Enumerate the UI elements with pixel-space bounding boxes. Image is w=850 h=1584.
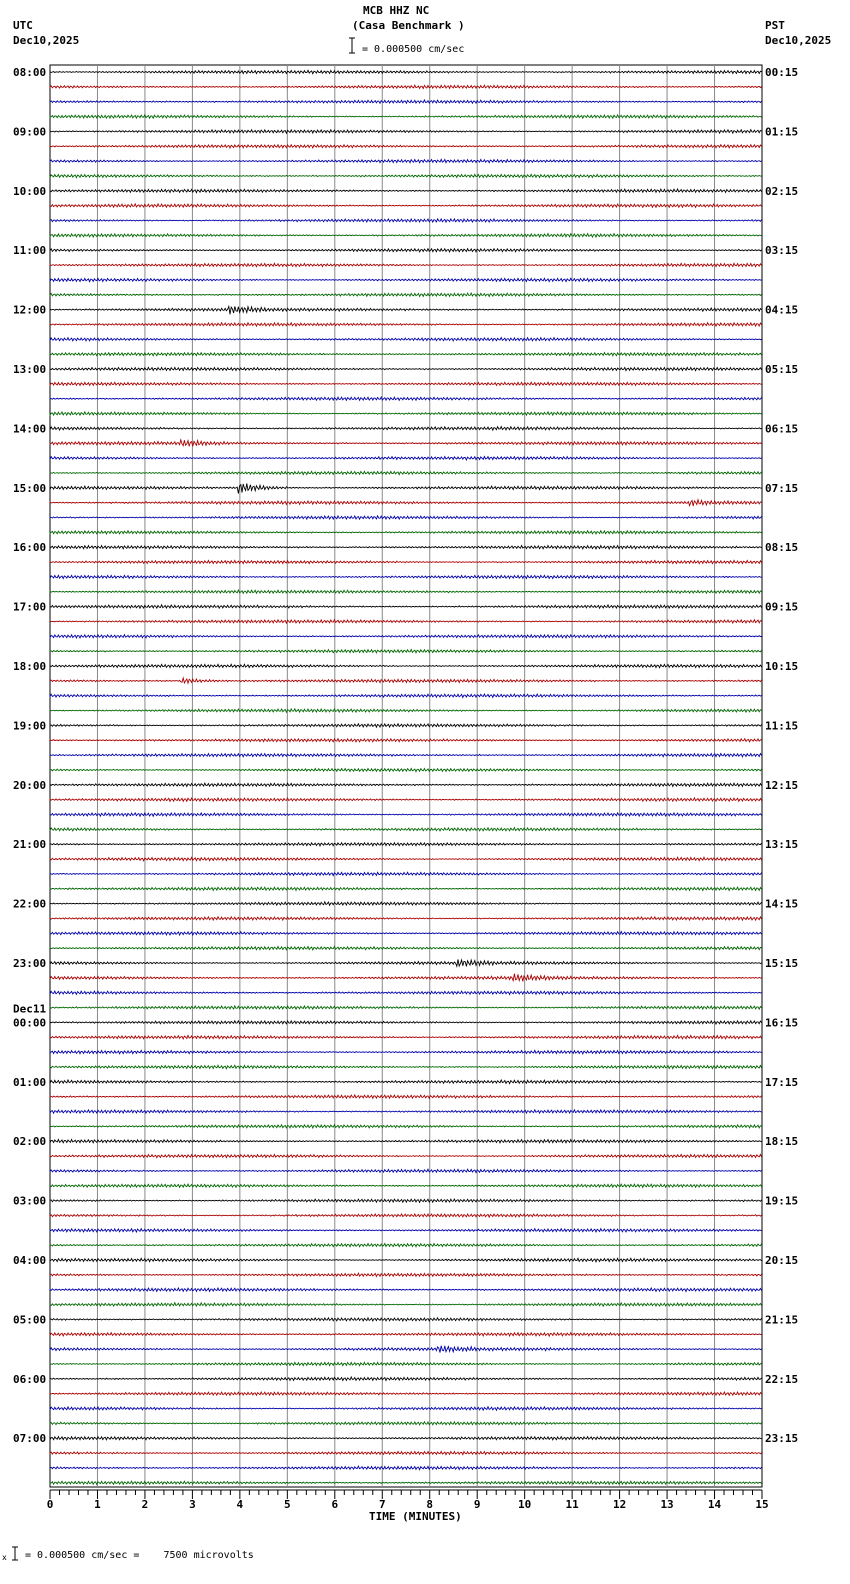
right-date: Dec10,2025 [765, 34, 832, 47]
right-hour-label: 05:15 [765, 363, 799, 376]
trace-row [50, 85, 762, 88]
trace-row [50, 70, 762, 74]
footer-marker: x [2, 1553, 7, 1562]
plot-frame [50, 65, 762, 1487]
trace-row [50, 1065, 762, 1069]
trace-row [50, 1422, 762, 1425]
trace-row [50, 278, 762, 281]
right-hour-label: 09:15 [765, 600, 799, 614]
right-timezone: PST [765, 19, 785, 32]
left-hour-label: 06:00 [13, 1372, 47, 1386]
trace-row [50, 1466, 762, 1470]
right-hour-label: 00:15 [765, 66, 799, 79]
right-hour-label: 23:15 [765, 1432, 799, 1446]
left-date: Dec10,2025 [13, 34, 80, 47]
trace-row [50, 1110, 762, 1113]
trace-row [50, 397, 762, 400]
date-change-label: Dec11 [13, 1002, 47, 1016]
trace-row [50, 471, 762, 474]
x-tick-label: 1 [94, 1498, 101, 1511]
trace-row [50, 1140, 762, 1143]
trace-row [50, 1437, 762, 1440]
trace-row [50, 500, 762, 506]
trace-row [50, 724, 762, 728]
trace-row [50, 323, 762, 327]
trace-row [50, 1214, 762, 1217]
trace-row [50, 1346, 762, 1353]
chart-title: MCB HHZ NC [363, 4, 430, 17]
trace-row [50, 1303, 762, 1307]
right-hour-label: 12:15 [765, 778, 799, 792]
left-hour-label: 22:00 [13, 897, 47, 911]
right-hour-label: 06:15 [765, 422, 799, 436]
right-hour-label: 22:15 [765, 1372, 799, 1386]
x-tick-label: 14 [707, 1498, 722, 1511]
x-tick-label: 15 [755, 1498, 769, 1511]
right-hour-label: 15:15 [765, 957, 799, 970]
left-hour-label: 16:00 [13, 541, 47, 555]
header-scale-text: = 0.000500 cm/sec [362, 44, 465, 55]
plot-grid [50, 65, 762, 1487]
trace-row [50, 828, 762, 831]
left-hour-label: 18:00 [13, 660, 47, 673]
trace-row [50, 1184, 762, 1187]
trace-row [50, 382, 762, 385]
trace-row [50, 857, 762, 861]
trace-row [50, 917, 762, 920]
left-hour-label: 00:00 [13, 1016, 47, 1030]
trace-row [50, 234, 762, 238]
trace-row [50, 947, 762, 950]
trace-row [50, 678, 762, 683]
trace-row [50, 590, 762, 593]
trace-row [50, 1050, 762, 1054]
trace-row [50, 872, 762, 875]
chart-subtitle: (Casa Benchmark ) [352, 19, 465, 32]
trace-row [50, 1154, 762, 1157]
trace-row [50, 189, 762, 193]
left-hour-label: 12:00 [13, 303, 47, 317]
trace-row [50, 100, 762, 103]
left-hour-label: 07:00 [13, 1432, 47, 1446]
left-hour-label: 08:00 [13, 66, 47, 79]
x-tick-label: 6 [331, 1498, 339, 1511]
left-hour-label: 09:00 [13, 125, 47, 139]
trace-row [50, 130, 762, 134]
trace-row [50, 249, 762, 252]
x-axis [47, 1490, 769, 1511]
trace-row [50, 1169, 762, 1172]
left-hour-label: 23:00 [13, 957, 47, 970]
trace-row [50, 145, 762, 148]
x-tick-label: 7 [378, 1498, 386, 1511]
left-timezone: UTC [13, 19, 33, 32]
trace-row [50, 338, 762, 341]
left-hour-label: 10:00 [13, 184, 47, 198]
left-hour-label: 19:00 [13, 719, 47, 733]
trace-row [50, 1273, 762, 1276]
trace-row [50, 1199, 762, 1202]
right-hour-label: 21:15 [765, 1313, 799, 1327]
trace-row [50, 887, 762, 890]
trace-row [50, 843, 762, 846]
x-tick-label: 4 [236, 1498, 244, 1511]
trace-row [50, 115, 762, 118]
trace-row [50, 1244, 762, 1247]
trace-row [50, 546, 762, 550]
right-hour-label: 07:15 [765, 481, 799, 495]
right-hour-label: 18:15 [765, 1135, 799, 1149]
trace-row [50, 739, 762, 742]
trace-row [50, 1095, 762, 1098]
trace-row [50, 991, 762, 994]
right-hour-label: 04:15 [765, 303, 799, 317]
trace-row [50, 959, 762, 966]
trace-row [50, 293, 762, 296]
trace-row [50, 932, 762, 936]
trace-row [50, 1377, 762, 1381]
trace-row [50, 1021, 762, 1024]
trace-row [50, 974, 762, 982]
right-hour-label: 02:15 [765, 184, 799, 198]
trace-row [50, 353, 762, 356]
trace-row [50, 664, 762, 667]
trace-row [50, 306, 762, 314]
x-tick-label: 9 [473, 1498, 481, 1511]
trace-row [50, 516, 762, 519]
trace-row [50, 1362, 762, 1365]
trace-row [50, 174, 762, 177]
right-hour-label: 20:15 [765, 1254, 799, 1267]
trace-row [50, 768, 762, 771]
right-hour-label: 16:15 [765, 1016, 799, 1030]
right-hour-label: 17:15 [765, 1075, 799, 1089]
left-hour-label: 04:00 [13, 1254, 47, 1267]
x-tick-label: 2 [141, 1498, 149, 1511]
trace-row [50, 620, 762, 624]
trace-row [50, 1392, 762, 1395]
trace-row [50, 367, 762, 370]
right-hour-label: 14:15 [765, 897, 799, 911]
trace-row [50, 605, 762, 608]
x-tick-label: 13 [660, 1498, 674, 1511]
left-hour-label: 03:00 [13, 1194, 47, 1208]
trace-row [50, 754, 762, 757]
x-axis-label: TIME (MINUTES) [369, 1510, 462, 1523]
trace-row [50, 1288, 762, 1292]
trace-row [50, 1229, 762, 1232]
trace-row [50, 575, 762, 578]
trace-row [50, 1451, 762, 1454]
left-hour-label: 15:00 [13, 481, 47, 495]
x-tick-label: 11 [565, 1498, 579, 1511]
x-tick-label: 3 [189, 1498, 196, 1511]
left-hour-label: 14:00 [13, 422, 47, 436]
right-hour-label: 11:15 [765, 719, 799, 733]
trace-row [50, 694, 762, 698]
trace-row [50, 1481, 762, 1485]
trace-row [50, 1006, 762, 1009]
left-hour-label: 17:00 [13, 600, 47, 614]
trace-row [50, 457, 762, 460]
x-tick-label: 12 [612, 1498, 627, 1511]
left-hour-label: 01:00 [13, 1075, 47, 1089]
left-hour-label: 13:00 [13, 363, 47, 376]
right-hour-label: 08:15 [765, 541, 799, 555]
left-hour-label: 20:00 [13, 778, 47, 792]
right-hour-label: 13:15 [765, 838, 799, 852]
right-hour-label: 10:15 [765, 660, 799, 673]
left-hour-label: 05:00 [13, 1313, 47, 1327]
trace-row [50, 204, 762, 208]
trace-row [50, 483, 762, 493]
trace-row [50, 1318, 762, 1321]
left-hour-label: 02:00 [13, 1135, 47, 1149]
trace-row [50, 263, 762, 266]
trace-row [50, 1125, 762, 1128]
trace-row [50, 440, 762, 447]
left-hour-label: 21:00 [13, 838, 47, 852]
footer-scale-text: = 0.000500 cm/sec = 7500 microvolts [25, 1550, 254, 1561]
left-hour-label: 11:00 [13, 244, 47, 258]
trace-row [50, 1333, 762, 1336]
trace-row [50, 1080, 762, 1084]
seismic-traces [50, 70, 762, 1484]
trace-row [50, 219, 762, 222]
right-hour-label: 01:15 [765, 125, 799, 139]
trace-row [50, 1407, 762, 1411]
trace-row [50, 635, 762, 638]
right-hour-label: 03:15 [765, 244, 799, 258]
trace-row [50, 412, 762, 415]
trace-row [50, 813, 762, 816]
trace-row [50, 650, 762, 653]
trace-row [50, 1258, 762, 1262]
x-tick-label: 10 [518, 1498, 532, 1511]
x-tick-label: 8 [426, 1498, 434, 1511]
trace-row [50, 531, 762, 534]
x-tick-label: 0 [46, 1498, 54, 1511]
trace-row [50, 902, 762, 906]
x-tick-label: 5 [284, 1498, 291, 1511]
trace-row [50, 1035, 762, 1039]
trace-row [50, 159, 762, 162]
trace-row [50, 560, 762, 563]
trace-row [50, 783, 762, 786]
trace-row [50, 709, 762, 713]
trace-row [50, 798, 762, 802]
right-hour-label: 19:15 [765, 1194, 799, 1208]
trace-row [50, 427, 762, 431]
